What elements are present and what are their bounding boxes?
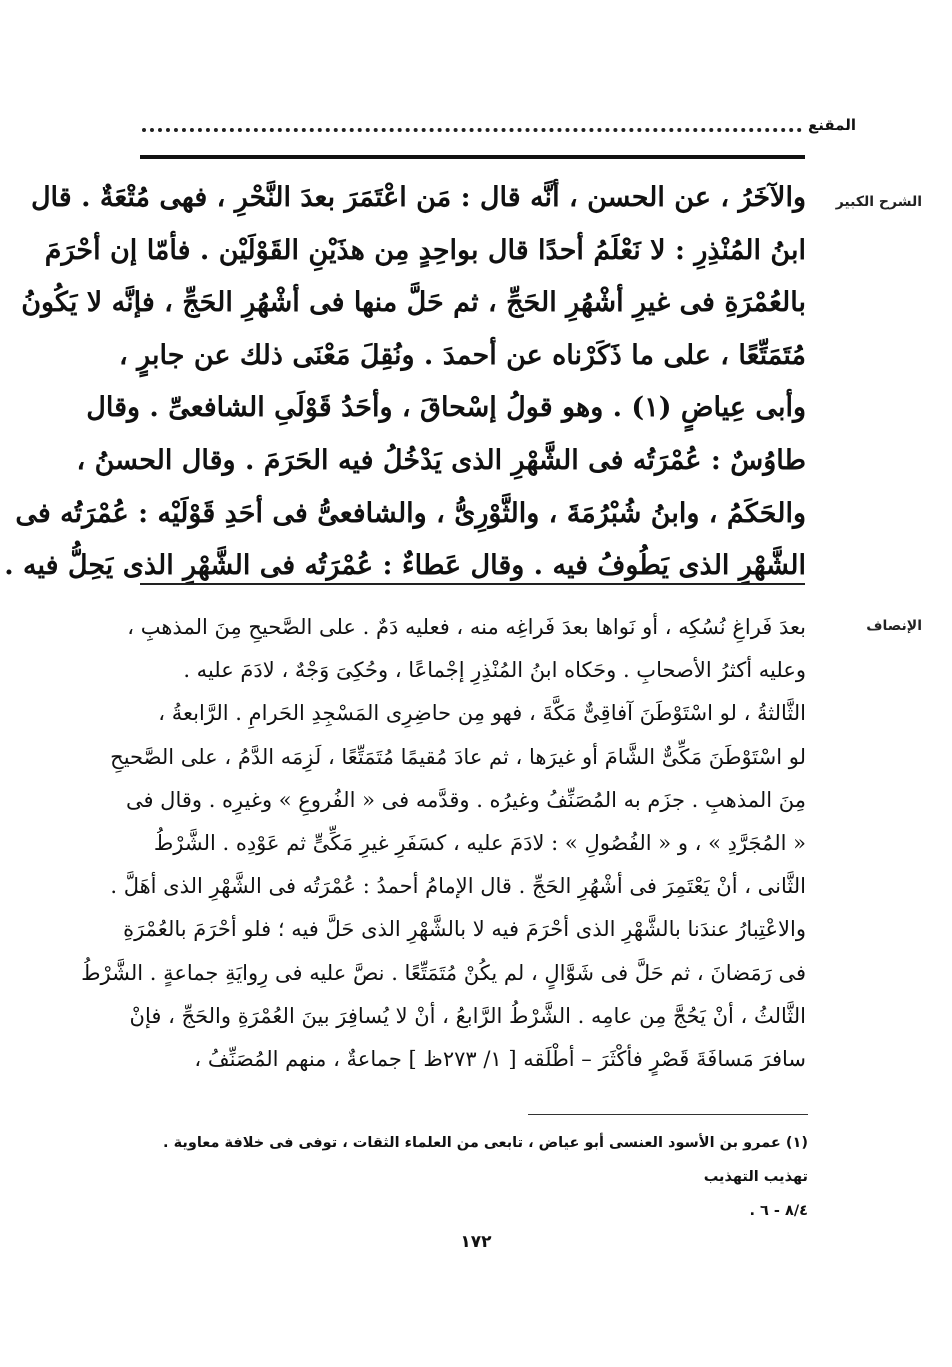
header-rule	[140, 155, 805, 159]
text-line: وعليه أكثرُ الأصحابِ . وحَكاه ابنُ المُنْذِرِ إجْماعًا ، وحُكِىَ وَجْهٌ ، لادَمَ عليه .	[183, 658, 806, 683]
text-line: بالعُمْرَةِ فى غيرِ أشْهُرِ الحَجِّ ، ثم حَلَّ منها فى أشْهُرِ الحَجِّ ، فإنَّه لا يَكُونُ	[21, 287, 806, 319]
running-header-title: المقنع	[808, 116, 856, 134]
footnote-rule	[528, 1114, 808, 1115]
sharh-text	[4, 172, 806, 593]
section-label-sharh: الشرح الكبير	[835, 194, 922, 210]
text-line: فى رَمَضانَ ، ثم حَلَّ فى شَوَّالٍ ، لم يكُنْ مُتَمَتِّعًا . نصَّ عليه فى رِوايَةِ جماعةٍ . الشَّرْطُ	[81, 960, 806, 985]
text-line: وأبى عِياضٍ (١) . وهو قولُ إسْحاقَ ، وأحَدُ قَوْلَىِ الشافعىِّ . وقال	[86, 392, 806, 424]
text-line: والحَكَمُ ، وابنُ شُبْرُمَةَ ، والثَّوْرِىُّ ، والشافعىُّ فى أحَدِ قَوْلَيْه : عُمْرَتُه فى	[15, 497, 806, 529]
insaf-text	[81, 606, 806, 1081]
text-line: ابنُ المُنْذِرِ : لا نَعْلَمُ أحدًا قال بواحِدٍ مِن هذَيْنِ القَوْلَيْن . فأمّا إن أحْرَمَ	[44, 234, 806, 266]
footnote-line: (١) عمرو بن الأسود العنسى أبو عياض ، تابعى من العلماء الثقات ، توفى فى خلافة معاوية . تهذيب التهذيب	[163, 1135, 808, 1185]
page-number: ١٧٢	[460, 1232, 492, 1252]
text-line: طاوُسٌ : عُمْرَتُه فى الشَّهْرِ الذى يَدْخُلُ فيه الحَرَمَ . وقال الحسنُ ،	[76, 444, 806, 476]
text-line: لو اسْتَوْطَنَ مَكِّىٌّ الشَّامَ أو غيرَها ، ثم عادَ مُقيمًا مُتَمَتِّعًا ، لَزِمَه الدَّمُ ، على الصَّحيحِ	[110, 744, 806, 769]
text-line: سافرَ مَسافَةَ قَصْرٍ فأكْثَرَ – أطْلَقه [ ١/ ٢٧٣ظ ] جماعةٌ ، منهم المُصَنِّفُ ،	[194, 1047, 806, 1072]
text-line: الثَّالثُ ، أنْ يَحُجَّ مِن عامِه . الشَّرْطُ الرَّابعُ ، أنْ لا يُسافِرَ بينَ العُمْرَةِ والحَجِّ ، فإنْ	[129, 1003, 806, 1028]
text-line: الشَّهْرِ الذى يَطُوفُ فيه . وقال عَطاءٌ : عُمْرَتُه فى الشَّهْرِ الذى يَحِلُّ فيه .	[4, 550, 806, 582]
section-label-insaf: الإنصاف	[866, 618, 922, 634]
text-line: الثَّانى ، أنْ يَعْتَمِرَ فى أشْهُرِ الحَجِّ . قال الإمامُ أحمدُ : عُمْرَتُه فى الشَّهْرِ الذى أهَلَّ .	[110, 874, 806, 899]
footnote	[140, 1126, 808, 1228]
section-divider	[140, 583, 805, 585]
text-line: والآخَرُ ، عن الحسن ، أنَّه قال : مَن اعْتَمَرَ بعدَ النَّحْرِ ، فهى مُتْعَةٌ . قال	[30, 182, 806, 213]
text-line: مِنَ المذهبِ . جزَم به المُصَنِّفُ وغيرُه . وقدَّمه فى « الفُروعِ » وغيرِه . وقال فى	[125, 787, 806, 812]
text-line: الثَّالثةُ ، لو اسْتَوْطَنَ آفاقِىٌّ مَكَّةَ ، فهو مِن حاضِرِى المَسْجِدِ الحَرامِ . الرَّابعةُ ،	[158, 701, 806, 726]
text-line: « المُجَرَّدِ » ، و « الفُصُولِ » : لادَمَ عليه ، كسَفَرِ غيرِ مَكِّىٍّ ثم عَوْدِه . الشَّرْطُ	[153, 831, 806, 856]
text-line: بعدَ فَراغِ نُسُكِه ، أو نَواها بعدَ فَراغِه منه ، فعليه دَمٌ . على الصَّحيحِ مِنَ المذهبِ ،	[127, 615, 806, 639]
text-line: مُتَمَتِّعًا ، على ما ذَكَرْناه عن أحمدَ . ونُقِلَ مَعْنَى ذلك عن جابرٍ ،	[119, 339, 806, 371]
text-line: والاعْتِبارُ عندَنا بالشَّهْرِ الذى أحْرَمَ فيه لا بالشَّهْرِ الذى حَلَّ فيه ؛ فلو أحْرَمَ بالعُمْرَةِ	[123, 917, 806, 942]
header-dotted-leader	[142, 128, 802, 132]
footnote-line: ٨/٤ - ٦ .	[749, 1203, 808, 1219]
